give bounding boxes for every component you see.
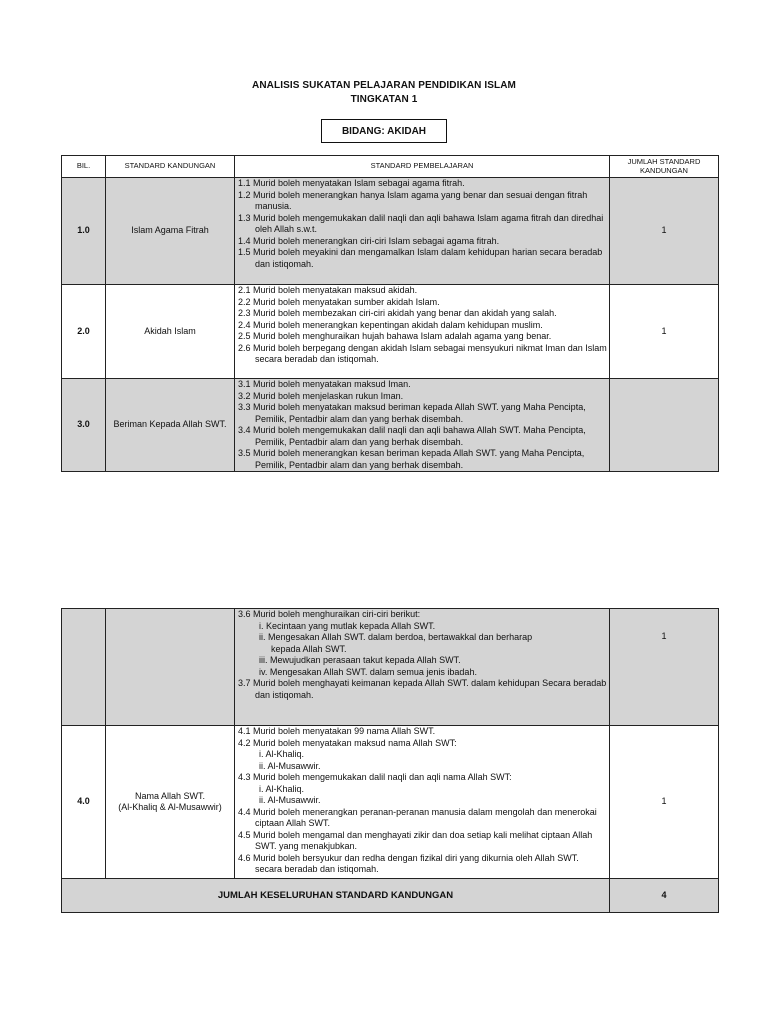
row-bil: 2.0 (62, 285, 106, 379)
list-item: 2.4 Murid boleh menerangkan kepentingan akidah dalam kehidupan muslim. (238, 319, 543, 330)
row-pembelajaran (235, 609, 610, 726)
list-item: 3.3 Murid boleh menyatakan maksud beriman kepada Allah SWT. yang Maha Pencipta, Pemilik, Pentadbir alam dan yang berhak disembah. (238, 402, 586, 424)
row-jumlah: 1 (610, 285, 719, 379)
sub-item: ii. Al-Musawwir. (259, 795, 321, 805)
syllabus-table (61, 155, 719, 472)
header-kandungan: STANDARD KANDUNGAN (106, 156, 235, 178)
sub-item: ii. Mengesakan Allah SWT. dalam berdoa, bertawakkal dan berharap (259, 632, 533, 642)
syllabus-table-continued (61, 608, 719, 913)
sub-item: ii. Al-Musawwir. (259, 760, 321, 771)
list-item: 1.2 Murid boleh menerangkan hanya Islam agama yang benar dan sesuai dengan fitrah manusia. (238, 189, 588, 211)
row-pembelajaran (235, 178, 610, 285)
list-item: 4.1 Murid boleh menyatakan 99 nama Allah SWT. (238, 726, 436, 736)
row-jumlah: 1 (610, 726, 719, 879)
total-row (62, 879, 719, 913)
row-bil: 3.0 (62, 379, 106, 472)
kandungan-line: Nama Allah SWT. (134, 790, 206, 801)
list-item: 2.6 Murid boleh berpegang dengan akidah Islam sebagai mensyukuri nikmat Iman dan Islam secara beradab dan istiqomah. (238, 342, 607, 364)
row-pembelajaran (235, 726, 610, 879)
list-item: 2.1 Murid boleh menyatakan maksud akidah. (238, 285, 418, 295)
total-label: JUMLAH KESELURUHAN STANDARD KANDUNGAN (62, 879, 610, 913)
row-kandungan: Islam Agama Fitrah (106, 178, 235, 285)
table-row (62, 379, 719, 472)
sub-item: kepada Allah SWT. (271, 643, 347, 654)
row-kandungan (106, 726, 235, 879)
total-value: 4 (610, 879, 719, 913)
row-jumlah: 1 (610, 178, 719, 285)
list-item: 4.6 Murid boleh bersyukur dan redha dengan fizikal diri yang dikurnia oleh Allah SWT. secara beradab dan istiqomah. (238, 852, 579, 874)
list-item: 2.2 Murid boleh menyatakan sumber akidah Islam. (238, 296, 440, 307)
list-item: 1.3 Murid boleh mengemukakan dalil naqli dan aqli bahawa Islam agama fitrah dan diredhai oleh Allah s.w.t. (238, 212, 604, 234)
list-item: 3.7 Murid boleh menghayati keimanan kepada Allah SWT. dalam kehidupan Secara beradab dan istiqomah. (238, 678, 607, 700)
sub-item: i. Al-Khaliq. (259, 783, 305, 794)
list-item: 1.4 Murid boleh menerangkan ciri-ciri Islam sebagai agama fitrah. (238, 235, 500, 246)
sub-item: i. Al-Khaliq. (259, 749, 305, 759)
row-bil (62, 609, 106, 726)
row-bil: 4.0 (62, 726, 106, 879)
list-item: 4.2 Murid boleh menyatakan maksud nama Allah SWT: (238, 737, 457, 748)
row-pembelajaran (235, 285, 610, 379)
list-item: 4.5 Murid boleh mengamal dan menghayati zikir dan doa setiap kali melihat ciptaan Allah SWT. yang menakjubkan. (238, 829, 593, 851)
list-item: 3.1 Murid boleh menyatakan maksud Iman. (238, 379, 411, 389)
sub-item: iii. Mewujudkan perasaan takut kepada Allah SWT. (259, 655, 461, 665)
list-item: 1.5 Murid boleh meyakini dan mengamalkan Islam dalam kehidupan harian secara beradab dan istiqomah. (238, 247, 603, 269)
row-jumlah: 1 (610, 609, 719, 726)
header-bil: BIL. (62, 156, 106, 178)
list-item: 2.3 Murid boleh membezakan ciri-ciri akidah yang benar dan akidah yang salah. (238, 308, 557, 318)
list-item: 3.6 Murid boleh menghuraikan ciri-ciri berikut: (238, 609, 421, 619)
bidang-box: BIDANG: AKIDAH (321, 119, 447, 143)
row-jumlah (610, 379, 719, 472)
document-subtitle: TINGKATAN 1 (350, 94, 418, 105)
list-item: 4.4 Murid boleh menerangkan peranan-peranan manusia dalam mengolah dan menerokai ciptaan Allah SWT. (238, 806, 597, 828)
document-title: ANALISIS SUKATAN PELAJARAN PENDIDIKAN ISLAM (252, 80, 516, 91)
table-row (62, 726, 719, 879)
list-item: 3.2 Murid boleh menjelaskan rukun Iman. (238, 390, 404, 401)
sub-item: i. Kecintaan yang mutlak kepada Allah SWT. (259, 620, 436, 631)
list-item: 1.1 Murid boleh menyatakan Islam sebagai agama fitrah. (238, 178, 465, 188)
table-row (62, 178, 719, 285)
row-pembelajaran (235, 379, 610, 472)
header-jumlah: JUMLAH STANDARD KANDUNGAN (610, 156, 719, 178)
row-kandungan: Beriman Kepada Allah SWT. (106, 379, 235, 472)
row-kandungan (106, 609, 235, 726)
row-kandungan: Akidah Islam (106, 285, 235, 379)
row-bil: 1.0 (62, 178, 106, 285)
sub-item: iv. Mengesakan Allah SWT. dalam semua jenis ibadah. (259, 666, 477, 677)
table-header-row (62, 156, 719, 178)
table-row (62, 285, 719, 379)
list-item: 4.3 Murid boleh mengemukakan dalil naqli dan aqli nama Allah SWT: (238, 772, 512, 782)
list-item: 3.4 Murid boleh mengemukakan dalil naqli dan aqli bahawa Allah SWT. Maha Pencipta, Pemilik, Pentadbir alam dan yang berhak disembah. (238, 425, 586, 447)
kandungan-line: (Al-Khaliq & Al-Musawwir) (118, 802, 222, 812)
list-item: 3.5 Murid boleh menerangkan kesan beriman kepada Allah SWT. yang Maha Pencipta, Pemilik, Pentadbir alam dan yang berhak disembah. (238, 448, 585, 470)
list-item: 2.5 Murid boleh menghuraikan hujah bahawa Islam adalah agama yang benar. (238, 331, 552, 341)
header-pembelajaran: STANDARD PEMBELAJARAN (235, 156, 610, 178)
table-row (62, 609, 719, 726)
